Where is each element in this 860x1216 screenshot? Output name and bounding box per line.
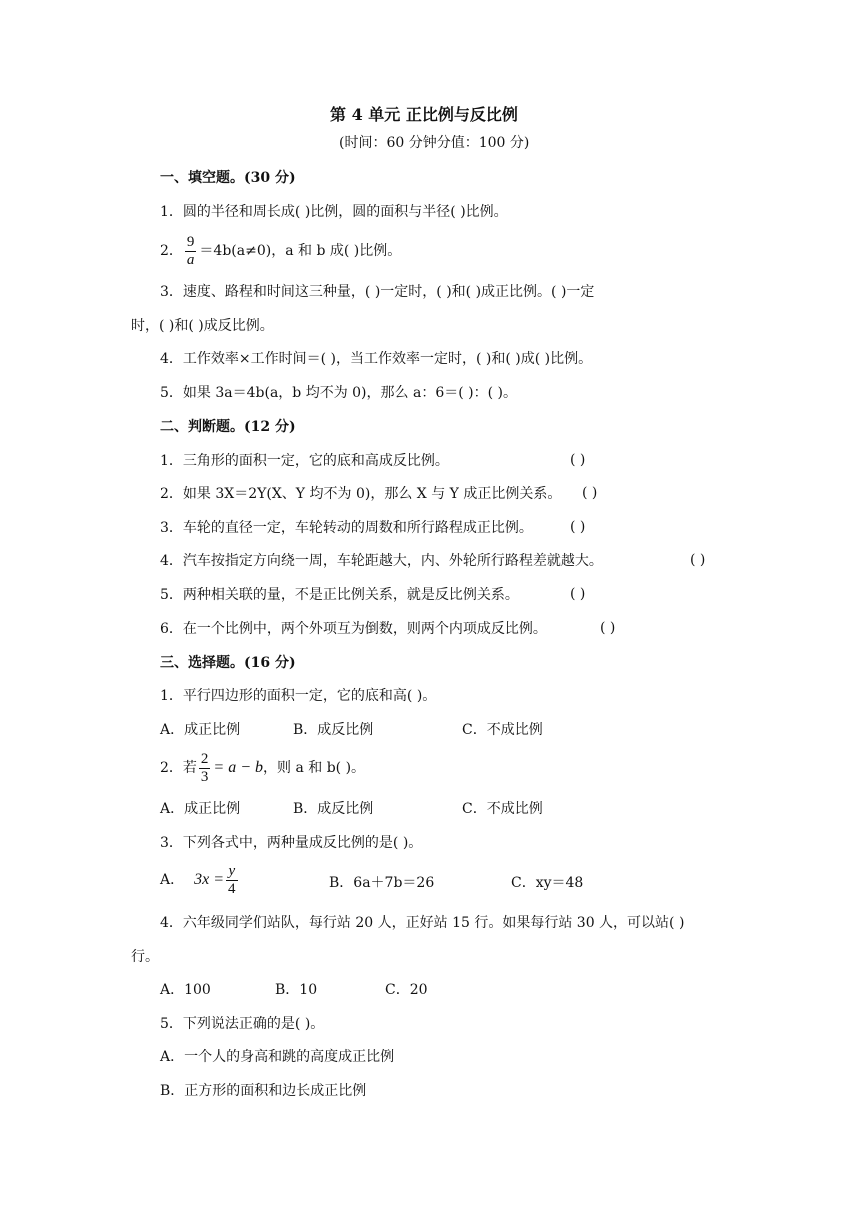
fill-question-5: 5．如果 3a＝4b(a，b 均不为 0)，那么 a：6＝( )：( )。 <box>160 385 517 401</box>
fraction-denominator: a <box>186 251 195 268</box>
option-label: A． <box>160 872 185 888</box>
fraction-2-over-3 <box>199 751 211 786</box>
answer-paren: ( ) <box>690 552 706 568</box>
choice-question-4-line-2: 行。 <box>131 949 159 965</box>
answer-paren: ( ) <box>570 519 586 535</box>
answer-paren: ( ) <box>570 586 586 602</box>
option-a <box>160 860 241 900</box>
fill-question-3-line-2: 时，( )和( )成反比例。 <box>131 318 274 334</box>
fraction-y-over-4 <box>226 863 238 898</box>
option-b: B．6a＋7b＝26 <box>329 875 435 891</box>
choice-question-2 <box>160 748 365 788</box>
answer-paren: ( ) <box>600 620 616 636</box>
fill-question-4: 4．工作效率×工作时间＝( )，当工作效率一定时，( )和( )成( )比例。 <box>160 351 593 367</box>
question-text: ＝4b(a≠0)，a 和 b 成( )比例。 <box>199 243 402 259</box>
choice-question-3: 3．下列各式中，两种量成反比例的是( )。 <box>160 835 423 851</box>
math-expression: = a − b <box>213 759 264 776</box>
option-a: A．100 <box>160 982 211 998</box>
judge-item: 3．车轮的直径一定，车轮转动的周数和所行路程成正比例。 <box>160 520 533 536</box>
section-1-heading: 一、填空题。(30 分) <box>160 170 296 186</box>
answer-paren: ( ) <box>570 452 586 468</box>
option-b: B．成反比例 <box>293 722 374 738</box>
choice-question-4-line-1: 4．六年级同学们站队，每行站 20 人，正好站 15 行。如果每行站 30 人，可以站( ) <box>160 915 685 931</box>
math-expression: 3x = <box>194 871 225 888</box>
option-a: A．一个人的身高和跳的高度成正比例 <box>160 1049 395 1065</box>
fraction-denominator: 4 <box>228 880 236 897</box>
section-2-heading: 二、判断题。(12 分) <box>160 419 296 435</box>
judge-item: 1．三角形的面积一定，它的底和高成反比例。 <box>160 453 449 469</box>
page-subtitle: (时间：60 分钟分值：100 分) <box>339 135 530 151</box>
fill-question-2 <box>160 231 401 271</box>
option-c: C．20 <box>385 982 428 998</box>
choice-question-5: 5．下列说法正确的是( )。 <box>160 1016 325 1032</box>
fraction-numerator: 9 <box>186 233 195 250</box>
fraction-9-over-a <box>185 234 197 269</box>
page-title: 第 4 单元 正比例与反比例 <box>330 105 518 124</box>
fraction-numerator: 2 <box>200 750 209 767</box>
question-number: 2． <box>160 243 183 259</box>
fraction-numerator: y <box>226 863 238 881</box>
option-b: B．成反比例 <box>293 801 374 817</box>
question-text: ，则 a 和 b( )。 <box>263 760 366 776</box>
judge-item: 6．在一个比例中，两个外项互为倒数，则两个内项成反比例。 <box>160 621 547 637</box>
judge-item: 5．两种相关联的量，不是正比例关系，就是反比例关系。 <box>160 587 519 603</box>
judge-item: 4．汽车按指定方向绕一周，车轮距越大，内、外轮所行路程差就越大。 <box>160 553 603 569</box>
answer-paren: ( ) <box>582 485 598 501</box>
fill-question-1: 1．圆的半径和周长成( )比例，圆的面积与半径( )比例。 <box>160 204 508 220</box>
section-3-heading: 三、选择题。(16 分) <box>160 655 296 671</box>
option-c: C．xy＝48 <box>511 875 584 891</box>
judge-item: 2．如果 3X＝2Y(X、Y 均不为 0)，那么 X 与 Y 成正比例关系。 <box>160 486 562 502</box>
option-b: B．正方形的面积和边长成正比例 <box>160 1083 367 1099</box>
fill-question-3-line-1: 3．速度、路程和时间这三种量，( )一定时，( )和( )成正比例。( )一定 <box>160 284 595 300</box>
choice-question-1: 1．平行四边形的面积一定，它的底和高( )。 <box>160 688 437 704</box>
fraction-denominator: 3 <box>200 768 209 785</box>
option-c: C．不成比例 <box>462 722 543 738</box>
option-a: A．成正比例 <box>160 801 241 817</box>
option-b: B．10 <box>275 982 318 998</box>
question-number: 2．若 <box>160 760 197 776</box>
option-a: A．成正比例 <box>160 722 241 738</box>
option-c: C．不成比例 <box>462 801 543 817</box>
